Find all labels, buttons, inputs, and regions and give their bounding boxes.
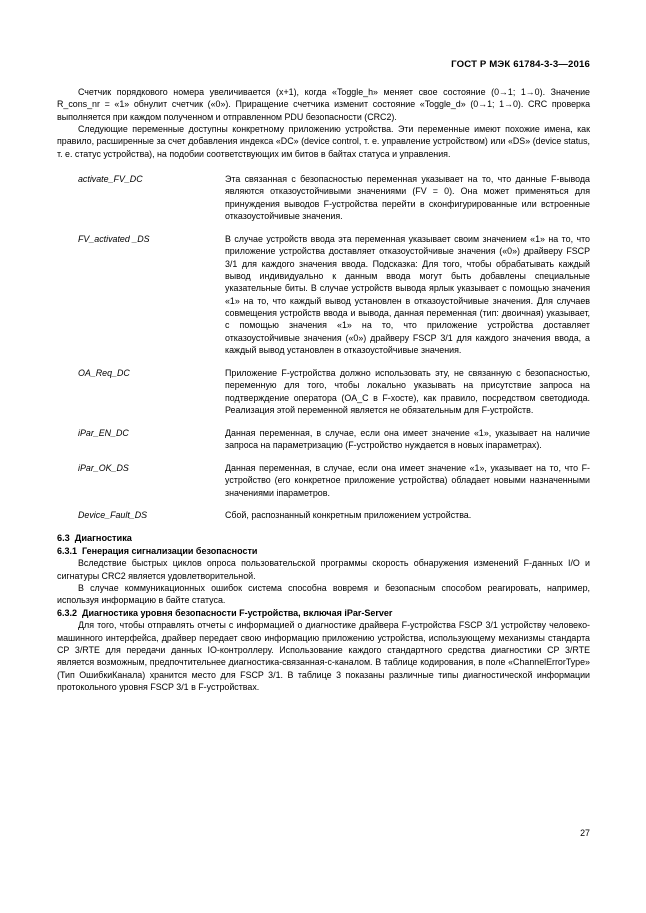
variable-row	[57, 173, 590, 222]
page-content	[57, 86, 590, 693]
variable-row	[57, 367, 590, 416]
section-number: 6.3.1	[57, 545, 78, 556]
section-heading-6-3-1	[57, 545, 590, 558]
intro-paragraph-1: Счетчик порядкового номера увеличивается (x+1), когда «Toggle_h» меняет свое состояние (0→1; 1→0). Значение R_cons_nr = «1» обнулит счетчик («0»). Приращение счетчика изменит состояние «Toggle_d» (0→1; 1→0). CRC проверка выполняется при каждом полученном и отправленном PDU безопасности (CRC2).	[57, 87, 590, 122]
section-title: Генерация сигнализации безопасности	[82, 545, 258, 556]
section-title: Диагностика уровня безопасности F-устройства, включая iPar-Server	[82, 607, 393, 618]
page-header: ГОСТ Р МЭК 61784-3-3—2016	[451, 59, 590, 70]
variable-name: OA_Req_DC	[78, 367, 130, 378]
section-6-3-1-paragraph-1: Вследствие быстрых циклов опроса пользовательской программы скорость обнаружения изменений F-данных I/O и сигнатуры CRC2 является удовлетворительной.	[57, 558, 590, 581]
variable-row	[57, 509, 590, 521]
section-heading-6-3	[57, 532, 590, 545]
variable-name: Device_Fault_DS	[78, 510, 148, 521]
section-heading-6-3-2	[57, 607, 590, 620]
variable-name: iPar_OK_DS	[78, 462, 129, 473]
variable-name: FV_activated _DS	[78, 233, 150, 244]
variable-description: Эта связанная с безопасностью переменная указывает на то, что данные F-вывода являются отказоустойчивыми значениями (FV = 0). Она может применяться для принуждения выводов F-устройства перейти в сконфигурированные или встроенные отказоустойчивые значения.	[225, 174, 590, 222]
variable-definition-list	[57, 173, 590, 522]
page-number: 27	[580, 828, 590, 838]
section-title: Диагностика	[74, 533, 132, 544]
variable-description: В случае устройств ввода эта переменная указывает своим значением «1» на то, что приложение устройства доставляет отказоустойчивые значения («0») драйверу FSCP 3/1 для каждого значения ввода. Подсказка: Для того, чтобы обрабатывать каждый вывод индивидуально к данным ввода могут быть добавлены специальные указательные биты. В случае устройств вывода ярлык указывает с помощью значения «1» на то, что каждый вывод установлен в отказоустойчивые значения. Для случаев совмещения устройств ввода и вывода, данная переменная (тип: двоичная) указывает, с помощью значения «1» на то, что приложение устройства доставляет отказоустойчивые значения («0») драйверу FSCP 3/1 для каждого значения ввода, а каждый вывод установлен в отказоустойчивые значения.	[225, 233, 590, 356]
section-number: 6.3.2	[57, 607, 78, 618]
variable-description: Сбой, распознанный конкретным приложением устройства.	[225, 510, 472, 521]
variable-name: activate_FV_DC	[78, 174, 143, 185]
variable-row	[57, 427, 590, 452]
variable-row	[57, 462, 590, 499]
variable-name: iPar_EN_DC	[78, 427, 129, 438]
variable-row	[57, 233, 590, 356]
section-number: 6.3	[57, 533, 70, 544]
section-6-3-1-paragraph-2: В случае коммуникационных ошибок система способна вовремя и безопасным способом реагировать, например, используя информацию в байте статуса.	[57, 583, 590, 606]
section-6-3-2-paragraph-1: Для того, чтобы отправлять отчеты с информацией о диагностике драйвера F-устройства FSCP 3/1 устройству человеко-машинного интерфейса, драйвер передает свою информацию приложению устройства, использующему механизмы стандарта CP 3/RTE для передачи данных IO-контроллеру. Использование каждого стандартного средства диагностики CP 3/RTE является возможным, предпочтительнее диагностика-связанная-с-каналом. В таблице кодирования, в поле «ChannelErrorType» (Тип ОшибкиКанала) хранится место для FSCP 3/1. В таблице 3 показаны различные типы диагностической информации протокольного уровня FSCP 3/1 в F-устройствах.	[57, 620, 590, 692]
intro-paragraph-2: Следующие переменные доступны конкретному приложению устройства. Эти переменные имеют похожие имена, как правило, расширенные за счет добавления индекса «DC» (device control, т. е. управление устройством) или «DS» (device status, т. е. статус устройства), на подобии соответствующих им битов в байтах статуса и управления.	[57, 124, 590, 159]
variable-description: Данная переменная, в случае, если она имеет значение «1», указывает на наличие запроса на параметризацию (F-устройство нуждается в новых iпараметрах).	[225, 427, 590, 451]
variable-description: Данная переменная, в случае, если она имеет значение «1», указывает на то, что F-устройство (его конкретное приложение устройства) обладает новыми назначенными значениями iпараметров.	[225, 462, 590, 498]
variable-description: Приложение F-устройства должно использовать эту, не связанную с безопасностью, переменную для того, чтобы локально указывать на присутствие запроса на подтверждение оператора (OA_C в F-хосте), как правило, посредством светодиода. Реализация этой переменной является не обязательным для F-устройств.	[225, 367, 590, 415]
